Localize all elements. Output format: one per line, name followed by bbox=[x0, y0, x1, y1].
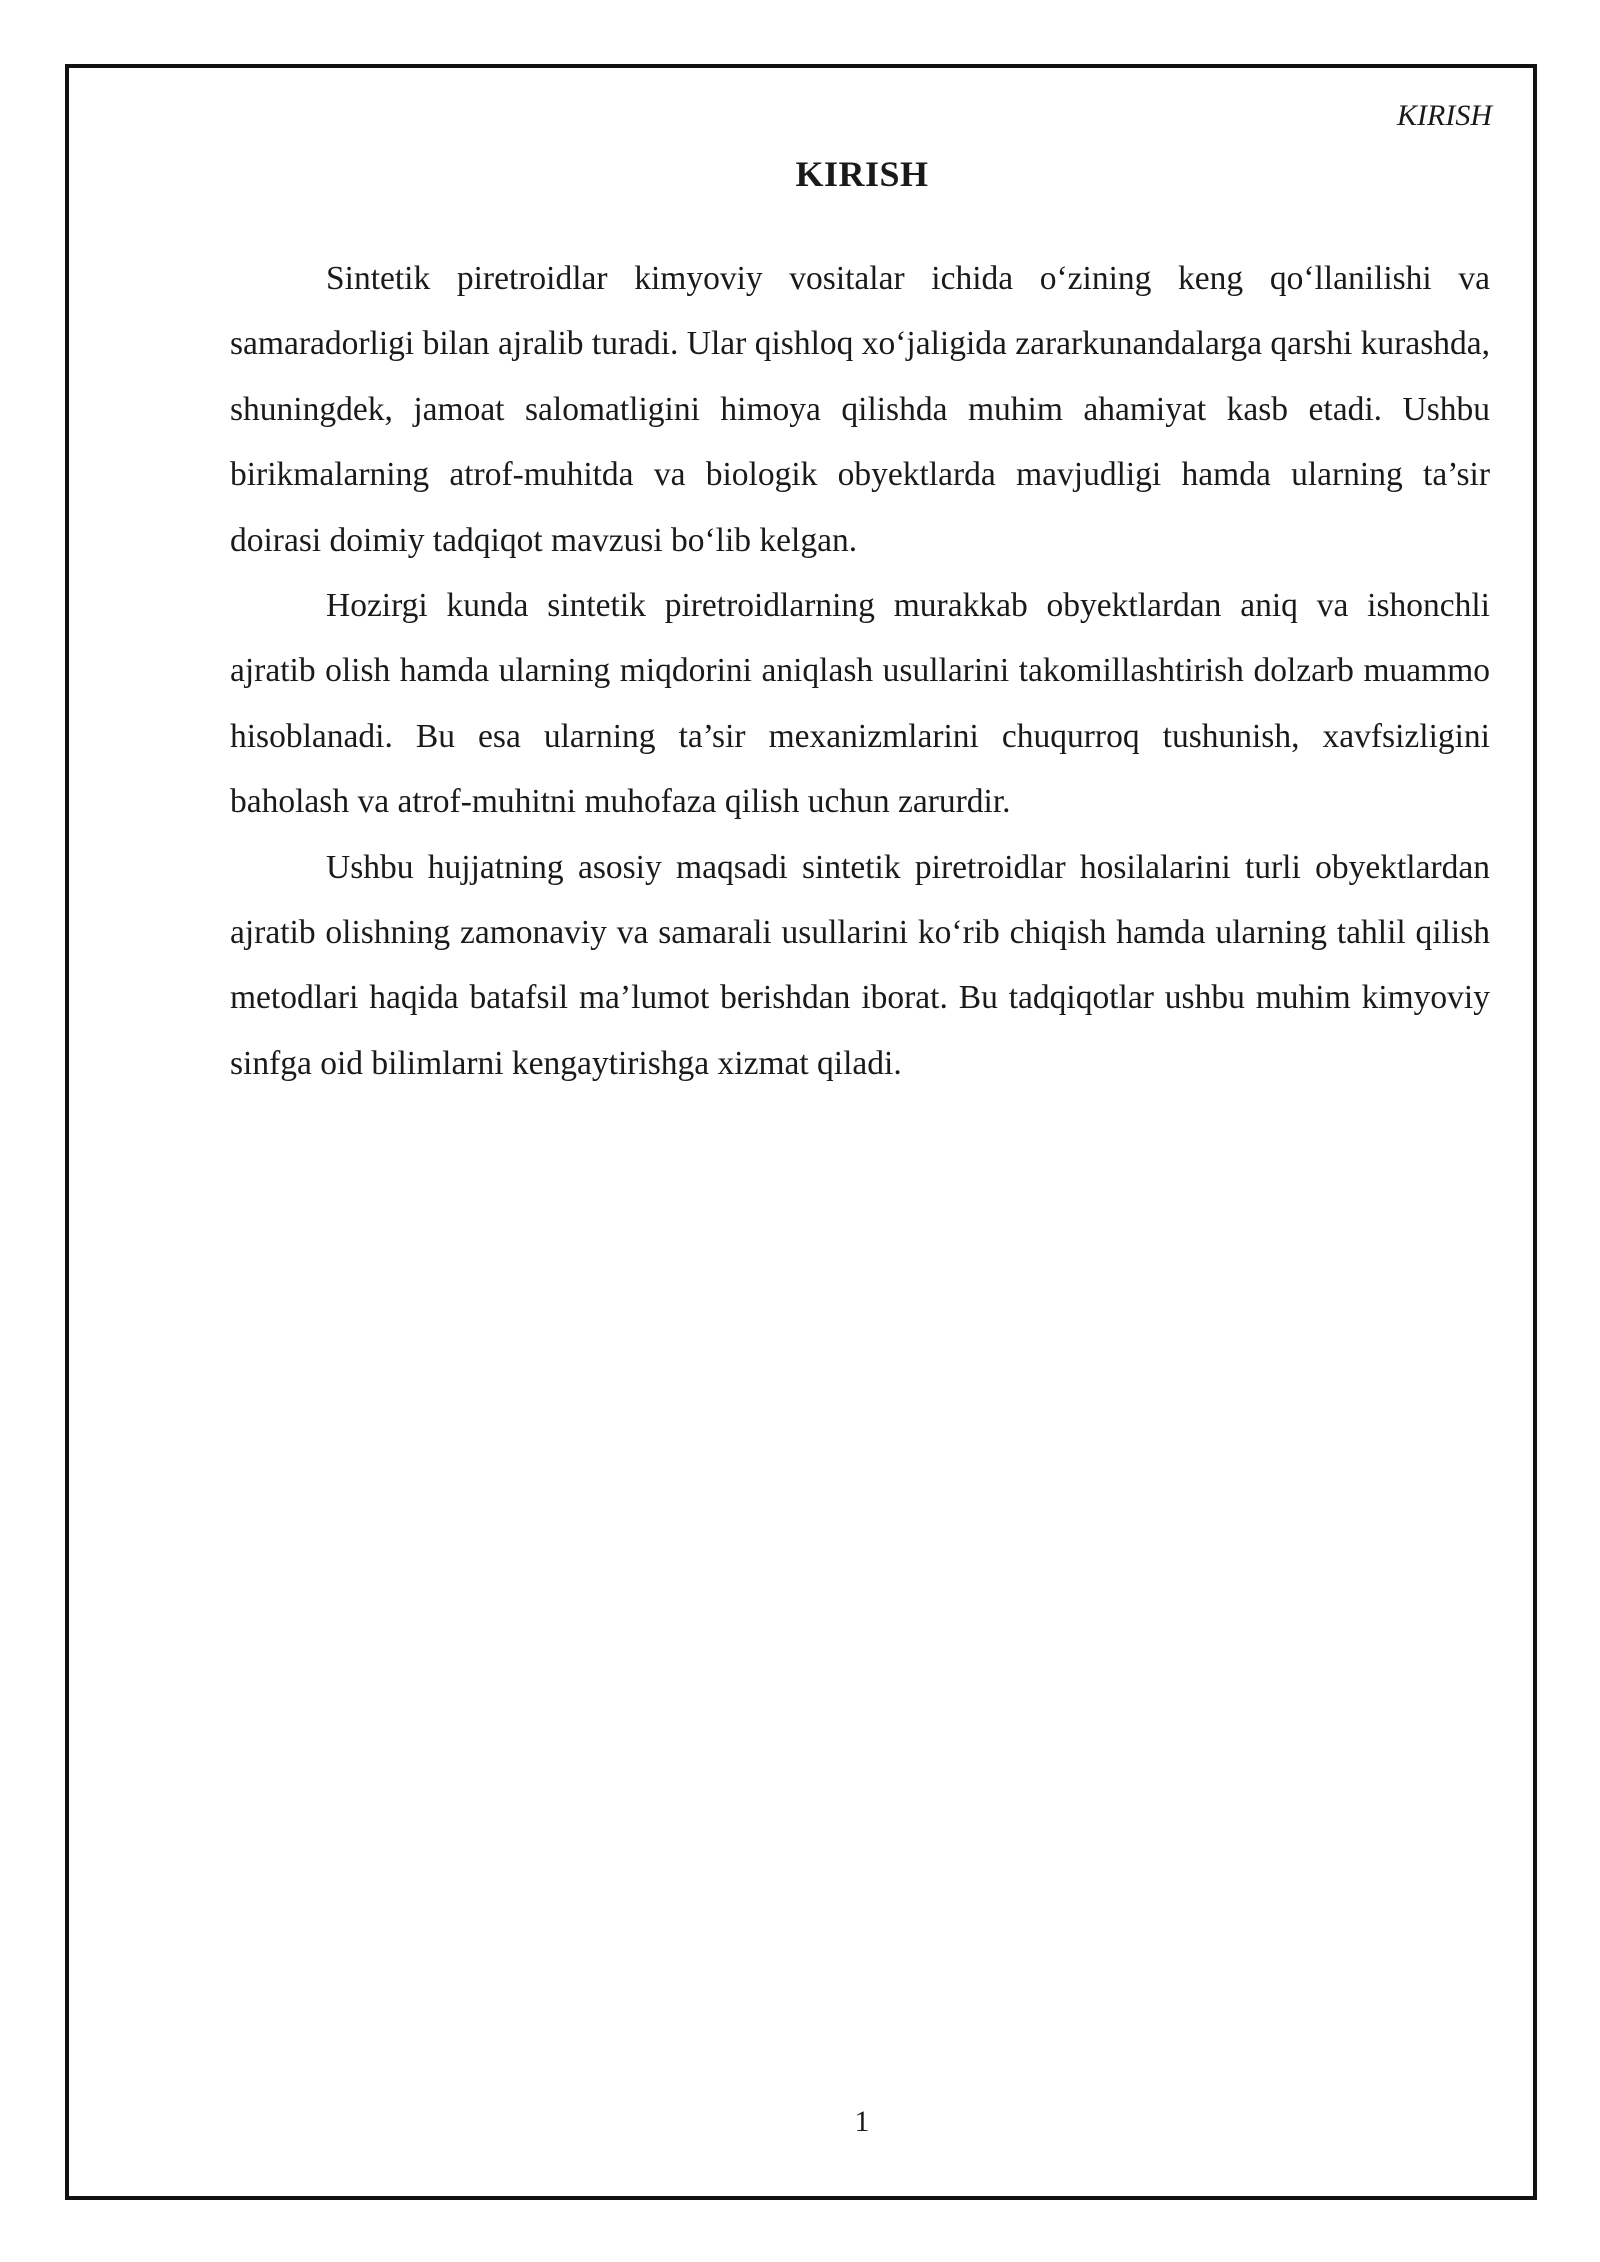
running-header: KIRISH bbox=[1397, 99, 1492, 132]
page-title: KIRISH bbox=[795, 154, 929, 194]
body-text bbox=[230, 246, 1490, 1096]
paragraph: Sintetik piretroidlar kimyoviy vositalar ichida o‘zining keng qo‘llanilishi va samaradorligi bilan ajralib turadi. Ular qishloq xo‘jaligida zararkunandalarga qarshi kurashda, shuningdek, jamoat salomatligini himoya qilishda muhim ahamiyat kasb etadi. Ushbu birikmalarning atrof-muhitda va biologik obyektlarda mavjudligi hamda ularning ta’sir doirasi doimiy tadqiqot mavzusi bo‘lib kelgan. bbox=[230, 260, 1490, 559]
paragraph: Hozirgi kunda sintetik piretroidlarning murakkab obyektlardan aniq va ishonchli ajratib olish hamda ularning miqdorini aniqlash usullarini takomillashtirish dolzarb muammo hisoblanadi. Bu esa ularning ta’sir mexanizmlarini chuqurroq tushunish, xavfsizligini baholash va atrof-muhitni muhofaza qilish uchun zarurdir. bbox=[230, 587, 1490, 821]
paragraph: Ushbu hujjatning asosiy maqsadi sintetik piretroidlar hosilalarini turli obyektlardan ajratib olishning zamonaviy va samarali usullarini ko‘rib chiqish hamda ularning tahlil qilish metodlari haqida batafsil ma’lumot berishdan iborat. Bu tadqiqotlar ushbu muhim kimyoviy sinfga oid bilimlarni kengaytirishga xizmat qiladi. bbox=[230, 848, 1490, 1082]
page-number: 1 bbox=[854, 2105, 870, 2138]
